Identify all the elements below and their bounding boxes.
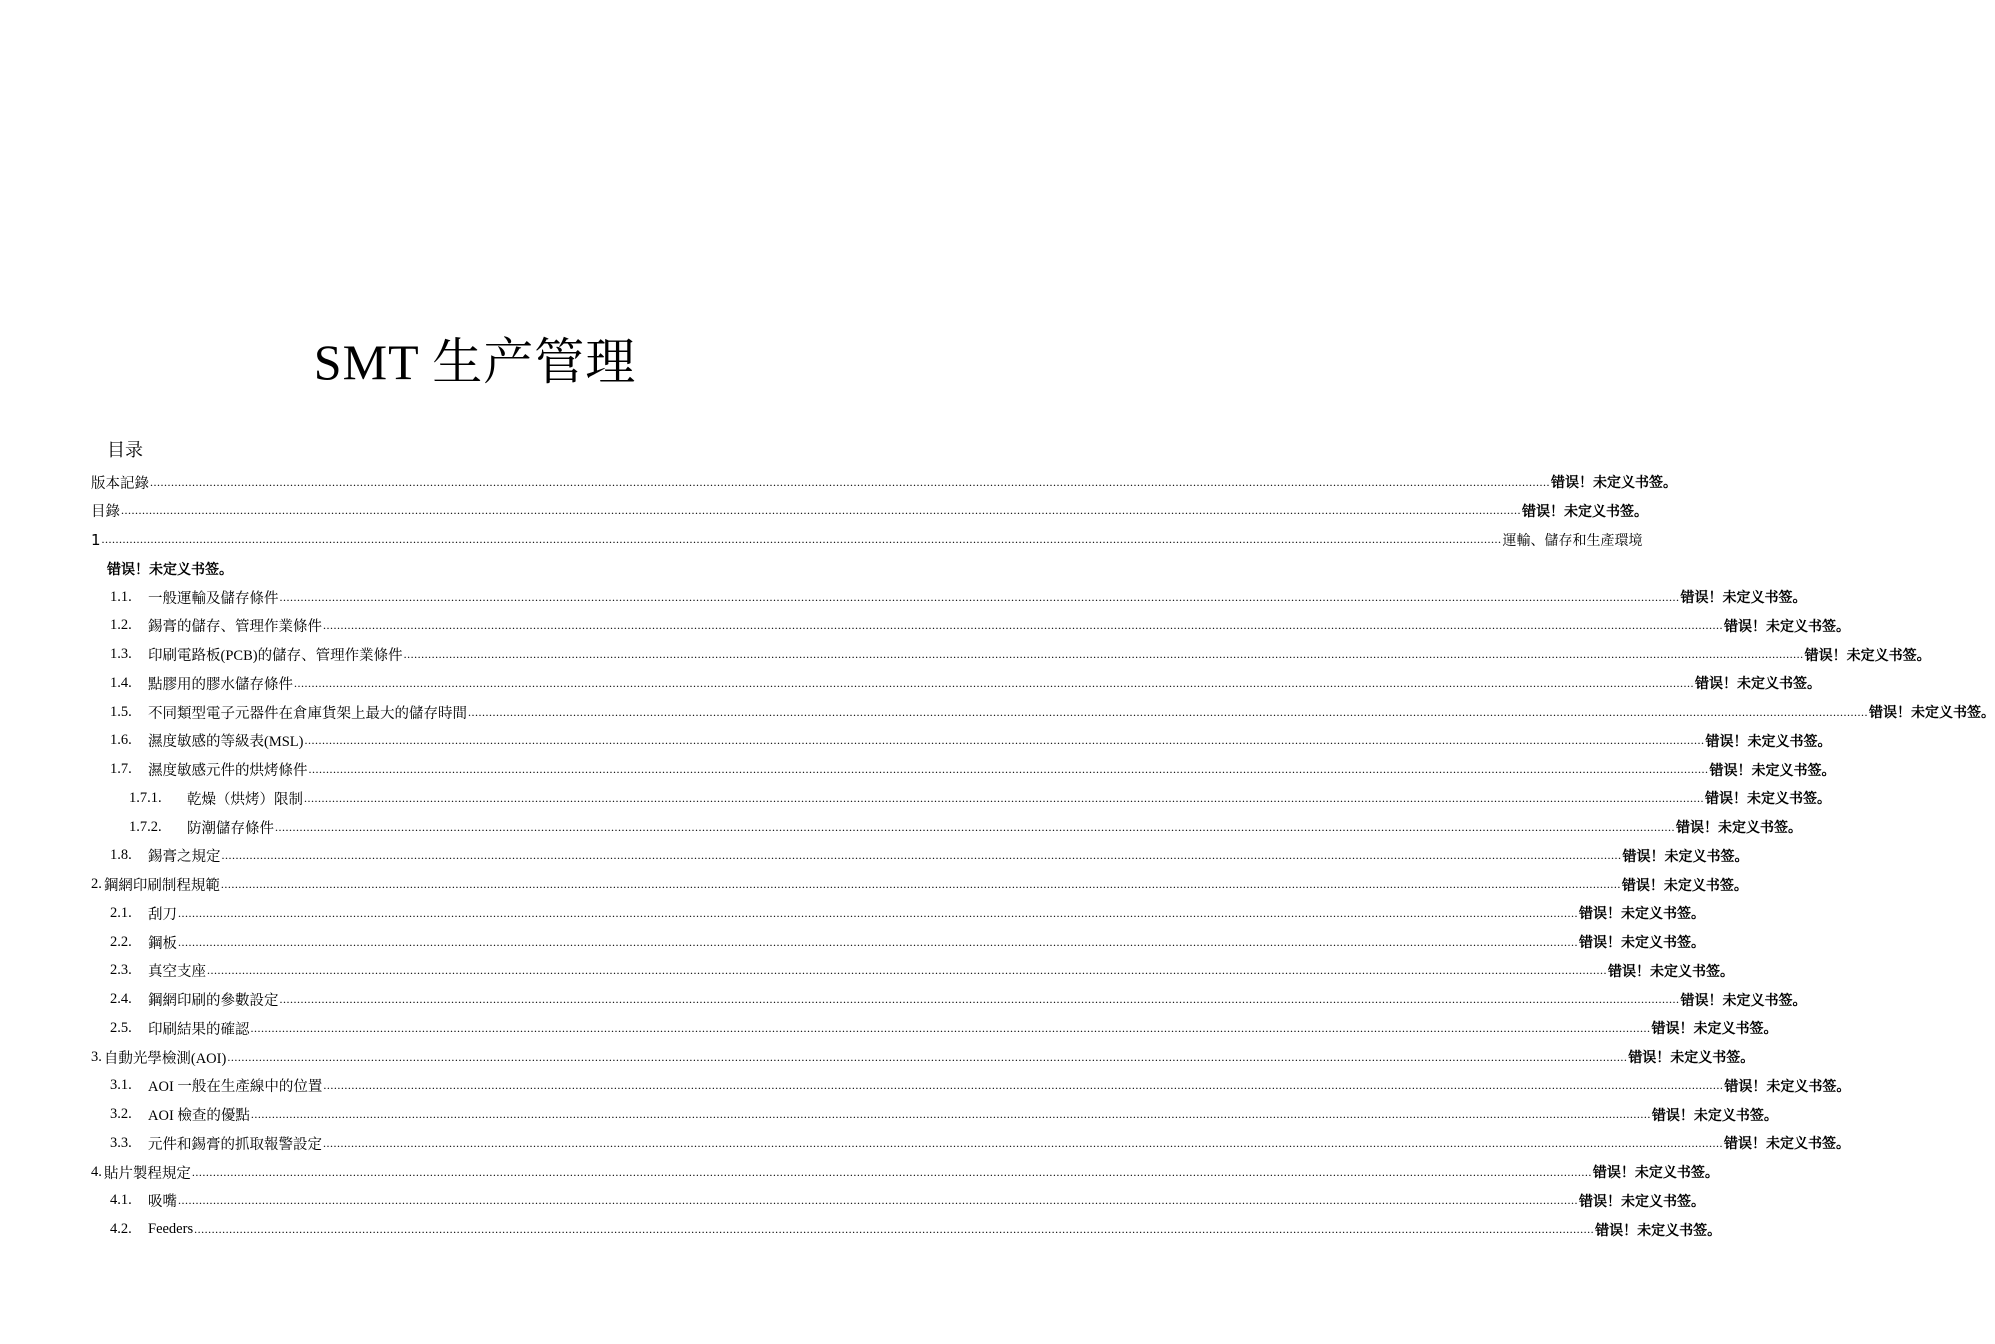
bookmark-error-text: 错误！未定义书签。 <box>1595 1222 1722 1239</box>
dot-leader: ................................................................................................................................................................................................................................................................................................................................................................................................................ <box>304 733 1705 748</box>
dot-leader: ................................................................................................................................................................................................................................................................................................................................................................................................................ <box>275 819 1675 834</box>
bookmark-error-text: 错误！未定义书签。 <box>1724 1078 1851 1095</box>
dot-leader: ................................................................................................................................................................................................................................................................................................................................................................................................................ <box>304 790 1704 805</box>
toc-entry-number: 1.7.1. <box>129 789 162 806</box>
toc-entry-text: 目錄 <box>91 504 120 521</box>
toc-entry[interactable] <box>110 1216 1722 1244</box>
toc-entry-number: 2.1. <box>110 904 132 921</box>
bookmark-error-text: 错误！未定义书签。 <box>107 562 233 579</box>
toc-entry-text: 元件和錫膏的抓取報警設定 <box>148 1136 322 1153</box>
toc-entry-number: 3.1. <box>110 1077 132 1094</box>
toc-entry-text: 點膠用的膠水儲存條件 <box>148 676 293 693</box>
dot-leader: ................................................................................................................................................................................................................................................................................................................................................................................................................ <box>250 1107 1651 1121</box>
toc-entry[interactable] <box>110 1101 1778 1129</box>
bookmark-error-text: 错误！未定义书签。 <box>1579 935 1705 951</box>
toc-entry-text: 鋼網印刷制程規範 <box>103 878 220 894</box>
toc-entry-number: 1.1. <box>110 588 132 605</box>
toc-entry[interactable] <box>110 899 1705 927</box>
toc-entry[interactable] <box>110 1072 1851 1100</box>
toc-entry-number: 1.3. <box>110 646 132 662</box>
dot-leader: ................................................................................................................................................................................................................................................................................................................................................................................................................ <box>207 963 1607 978</box>
toc-entry[interactable] <box>110 698 1995 726</box>
toc-entry-text: 濕度敏感的等級表(MSL) <box>148 734 304 751</box>
toc-entry-text: 鋼網印刷的參數設定 <box>148 993 279 1009</box>
bookmark-error-text: 错误！未定义书签。 <box>1705 791 1831 808</box>
dot-leader: ................................................................................................................................................................................................................................................................................................................................................................................................................ <box>294 675 1694 690</box>
toc-entry-number: 2.3. <box>110 962 132 979</box>
dot-leader: ................................................................................................................................................................................................................................................................................................................................................................................................................ <box>178 1193 1578 1208</box>
toc-entry-number: 3.2. <box>110 1106 132 1122</box>
toc-entry[interactable] <box>110 986 1807 1014</box>
toc-entry-text: 鋼板 <box>148 935 177 952</box>
toc-entry-text: AOI 檢查的優點 <box>148 1108 250 1124</box>
toc-entry-number: 1.6. <box>110 732 132 749</box>
toc-entry-text: 錫膏之規定 <box>148 849 221 866</box>
toc-entry-text: Feeders <box>148 1221 194 1237</box>
toc-entry-number: 2.4. <box>110 991 132 1007</box>
toc-entry-number: 3.3. <box>110 1134 132 1151</box>
bookmark-error-text: 错误！未定义书签。 <box>1676 820 1802 836</box>
toc-entry-number: 4.1. <box>110 1192 132 1209</box>
dot-leader: ................................................................................................................................................................................................................................................................................................................................................................................................................ <box>178 934 1578 949</box>
toc-entry[interactable] <box>110 1014 1778 1042</box>
toc-entry[interactable] <box>110 641 1931 669</box>
toc-entry-number: 2.5. <box>110 1019 132 1036</box>
toc-entry[interactable] <box>91 497 1648 525</box>
dot-leader: ................................................................................................................................................................................................................................................................................................................................................................................................................ <box>150 474 1550 489</box>
dot-leader: ................................................................................................................................................................................................................................................................................................................................................................................................................ <box>227 1049 1628 1064</box>
toc-entry-text: 貼片製程規定 <box>103 1165 191 1182</box>
toc-entry[interactable] <box>110 612 1850 640</box>
toc-entry-number: 2. <box>91 876 102 892</box>
bookmark-error-text: 错误！未定义书签。 <box>1551 475 1677 491</box>
toc-entry-text: 印刷電路板(PCB)的儲存、管理作業條件 <box>148 648 403 664</box>
toc-entry[interactable] <box>91 1043 1755 1071</box>
dot-leader: ................................................................................................................................................................................................................................................................................................................................................................................................................ <box>221 848 1622 863</box>
toc-entry-number: 1.2. <box>110 617 132 634</box>
dot-leader: ................................................................................................................................................................................................................................................................................................................................................................................................................ <box>308 762 1709 776</box>
dot-leader: ................................................................................................................................................................................................................................................................................................................................................................................................................ <box>250 1020 1651 1035</box>
bookmark-error-text: 错误！未定义书签。 <box>1621 877 1748 894</box>
toc-entry-text: 濕度敏感元件的烘烤條件 <box>148 763 308 779</box>
toc-entry-number: 1.7.2. <box>129 818 162 835</box>
bookmark-error-text: 错误！未定义书签。 <box>1608 963 1734 980</box>
bookmark-error-text: 错误！未定义书签。 <box>1705 733 1832 750</box>
toc-entry[interactable] <box>91 871 1748 899</box>
dot-leader: ................................................................................................................................................................................................................................................................................................................................................................................................................ <box>403 647 1804 661</box>
toc-entry[interactable] <box>110 669 1821 697</box>
toc-entry[interactable] <box>110 727 1832 755</box>
toc-entry[interactable] <box>110 583 1807 611</box>
toc-entry-number: 3. <box>91 1048 102 1065</box>
bookmark-error-text: 错误！未定义书签。 <box>1579 906 1705 923</box>
bookmark-error-text: 错误！未定义书签。 <box>1869 705 1995 721</box>
toc-entry[interactable] <box>110 1129 1850 1157</box>
toc-entry-text: 印刷結果的確認 <box>148 1021 250 1038</box>
toc-entry-text: 防潮儲存條件 <box>187 820 274 837</box>
toc-entry-text: 錫膏的儲存、管理作業條件 <box>148 619 322 636</box>
toc-entry[interactable] <box>129 813 1802 841</box>
dot-leader: ................................................................................................................................................................................................................................................................................................................................................................................................................ <box>101 532 1502 546</box>
toc-entry-text: 自動光學檢測(AOI) <box>103 1050 227 1067</box>
toc-entry[interactable] <box>110 842 1749 870</box>
toc-entry-text: 刮刀 <box>148 906 177 923</box>
bookmark-error-text: 错误！未定义书签。 <box>1804 647 1931 664</box>
dot-leader: ................................................................................................................................................................................................................................................................................................................................................................................................................ <box>323 618 1723 633</box>
dot-leader: ................................................................................................................................................................................................................................................................................................................................................................................................................ <box>323 1078 1724 1093</box>
toc-entry-text: 乾燥（烘烤）限制 <box>187 791 303 808</box>
toc-entry[interactable] <box>110 957 1734 985</box>
toc-entry-number: 1.7. <box>110 761 132 777</box>
bookmark-error-text: 错误！未定义书签。 <box>1651 1021 1778 1038</box>
bookmark-error-text: 错误！未定义书签。 <box>1680 992 1807 1009</box>
toc-entry[interactable] <box>110 756 1836 784</box>
toc-entry[interactable] <box>91 468 1677 496</box>
toc-entry[interactable] <box>110 928 1705 956</box>
toc-entry-number: 1 <box>91 530 101 549</box>
toc-entry-number: 2.2. <box>110 933 132 950</box>
toc-entry-text: 運輸、儲存和生產環境 <box>1502 532 1643 549</box>
bookmark-error-text: 错误！未定义书签。 <box>1522 503 1648 520</box>
toc-entry[interactable] <box>110 1187 1705 1215</box>
dot-leader: ................................................................................................................................................................................................................................................................................................................................................................................................................ <box>323 1135 1723 1150</box>
toc-entry-number: 4.2. <box>110 1221 132 1237</box>
bookmark-error-text: 错误！未定义书签。 <box>1695 676 1821 693</box>
toc-entry[interactable] <box>91 526 1643 554</box>
bookmark-error-text: 错误！未定义书签。 <box>1680 590 1807 606</box>
dot-leader: ................................................................................................................................................................................................................................................................................................................................................................................................................ <box>279 589 1680 604</box>
bookmark-error-text: 错误！未定义书签。 <box>1724 1136 1850 1153</box>
toc-entry-number: 1.8. <box>110 847 132 864</box>
dot-leader: ................................................................................................................................................................................................................................................................................................................................................................................................................ <box>194 1222 1595 1236</box>
bookmark-error-text: 错误！未定义书签。 <box>1651 1107 1778 1124</box>
dot-leader: ................................................................................................................................................................................................................................................................................................................................................................................................................ <box>178 905 1578 920</box>
dot-leader: ................................................................................................................................................................................................................................................................................................................................................................................................................ <box>191 1164 1592 1179</box>
toc-heading: 目录 <box>107 440 143 461</box>
toc-entry-text: 真空支座 <box>148 964 206 981</box>
bookmark-error-text: 错误！未定义书签。 <box>1592 1165 1719 1181</box>
dot-leader: ................................................................................................................................................................................................................................................................................................................................................................................................................ <box>121 503 1521 518</box>
toc-entry-text: 吸嘴 <box>148 1194 177 1211</box>
toc-entry-number: 4. <box>91 1163 102 1180</box>
toc-entry-text: 不同類型電子元器件在倉庫貨架上最大的儲存時間 <box>148 705 467 722</box>
bookmark-error-text: 错误！未定义书签。 <box>1724 618 1850 635</box>
dot-leader: ................................................................................................................................................................................................................................................................................................................................................................................................................ <box>468 704 1868 719</box>
bookmark-error-text: 错误！未定义书签。 <box>1579 1193 1705 1210</box>
bookmark-error-text: 错误！未定义书签。 <box>1709 762 1836 779</box>
toc-entry-number: 1.5. <box>110 703 132 720</box>
toc-entry[interactable] <box>129 784 1831 812</box>
bookmark-error-text: 错误！未定义书签。 <box>1622 848 1749 865</box>
dot-leader: ................................................................................................................................................................................................................................................................................................................................................................................................................ <box>220 877 1621 891</box>
toc-entry-number: 1.4. <box>110 674 132 691</box>
dot-leader: ................................................................................................................................................................................................................................................................................................................................................................................................................ <box>279 992 1680 1006</box>
toc-entry-text: AOI 一般在生產線中的位置 <box>148 1079 323 1096</box>
document-title: SMT 生产管理 <box>313 334 637 390</box>
bookmark-error-text: 错误！未定义书签。 <box>1628 1050 1755 1066</box>
toc-entry-text: 一般運輸及儲存條件 <box>148 590 279 607</box>
toc-entry-text: 版本記錄 <box>91 475 149 492</box>
toc-entry[interactable] <box>91 1158 1719 1186</box>
